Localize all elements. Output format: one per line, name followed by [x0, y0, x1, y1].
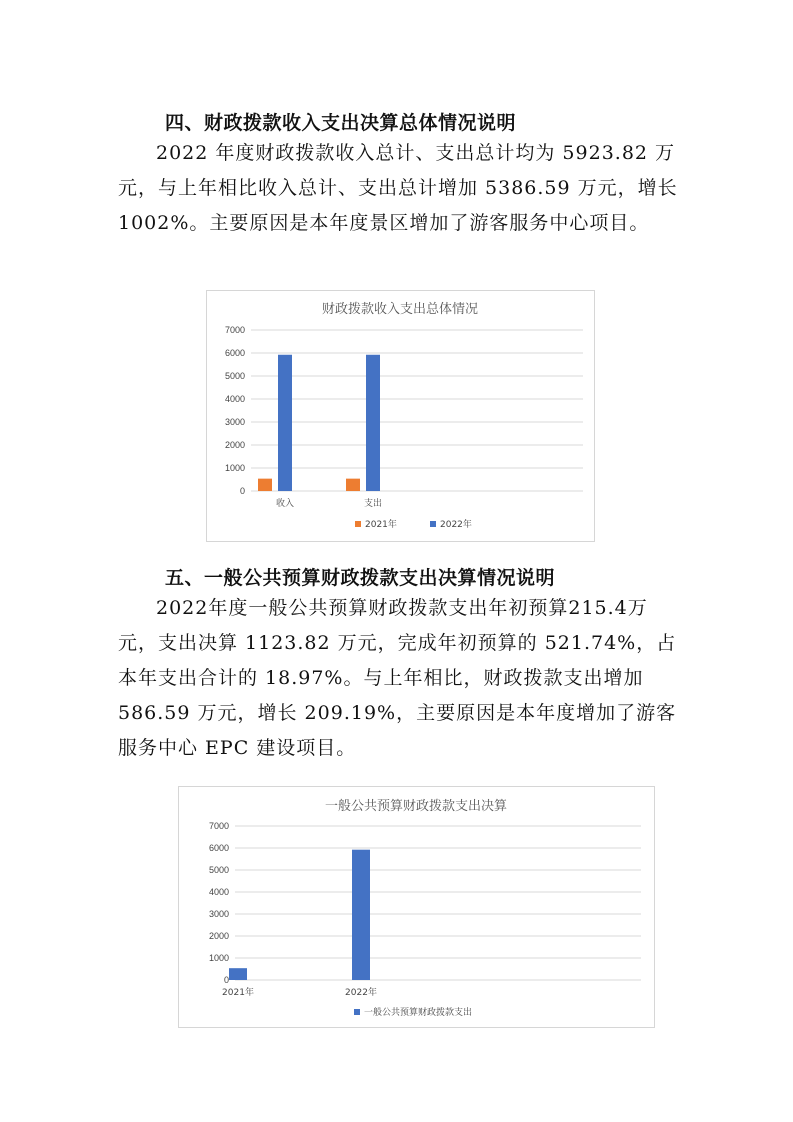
y-tick-label: 0	[223, 975, 229, 985]
y-tick-label: 2000	[224, 440, 245, 450]
y-tick-label: 6000	[224, 348, 245, 358]
y-tick-label: 7000	[224, 325, 245, 335]
chart-svg	[207, 291, 594, 541]
paragraph-text: 2022 年度财政拨款收入总计、支出总计均为 5923.82 万元，与上年相比收入总计、支出总计增加 5386.59 万元，增长 1002%。主要原因是本年度景区增加了游客服务中心项目。	[118, 142, 678, 234]
section-paragraph-4	[118, 136, 678, 241]
legend-swatch	[355, 521, 361, 527]
legend-swatch	[354, 1009, 360, 1015]
bar-2021年-收入	[258, 479, 272, 491]
y-tick-label: 5000	[224, 371, 245, 381]
y-tick-label: 7000	[208, 821, 229, 831]
x-category-label: 收入	[275, 499, 295, 509]
x-category-label: 2022年	[345, 988, 377, 998]
paragraph-text: 2022年度一般公共预算财政拨款支出年初预算215.4万元，支出决算 1123.82 万元，完成年初预算的 521.74%，占本年支出合计的 18.97%。与上年相比，财政拨款支出增加586.59 万元，增长 209.19%，主要原因是本年度增加了游客服务中心 EPC 建设项目。	[118, 597, 677, 759]
y-tick-label: 6000	[208, 843, 229, 853]
y-tick-label: 5000	[208, 865, 229, 875]
y-tick-label: 4000	[208, 887, 229, 897]
chart-income-expenditure	[206, 290, 595, 542]
x-category-label: 2021年	[222, 988, 254, 998]
bar-一般公共预算财政拨款支出-2022年	[352, 850, 370, 980]
section-heading-4: 四、财政拨款收入支出决算总体情况说明	[165, 112, 517, 134]
y-tick-label: 1000	[224, 463, 245, 473]
y-tick-label: 1000	[208, 953, 229, 963]
y-tick-label: 0	[239, 486, 245, 496]
bar-2022年-收入	[278, 355, 292, 491]
x-category-label: 支出	[363, 499, 383, 509]
y-tick-label: 3000	[208, 909, 229, 919]
legend-label: 2022年	[440, 520, 472, 530]
bar-一般公共预算财政拨款支出-2021年	[229, 968, 247, 980]
chart-title: 一般公共预算财政拨款支出决算	[324, 799, 508, 814]
bar-2022年-支出	[366, 355, 380, 491]
bar-2021年-支出	[346, 479, 360, 491]
y-tick-label: 3000	[224, 417, 245, 427]
chart-general-budget	[178, 786, 655, 1028]
legend-label: 2021年	[365, 520, 397, 530]
chart-svg	[179, 787, 654, 1027]
section-paragraph-5	[118, 591, 678, 766]
legend-label: 一般公共预算财政拨款支出	[364, 1008, 473, 1018]
y-tick-label: 4000	[224, 394, 245, 404]
legend-swatch	[430, 521, 436, 527]
chart-title: 财政拨款收入支出总体情况	[321, 302, 479, 317]
section-heading-5: 五、一般公共预算财政拨款支出决算情况说明	[165, 567, 556, 589]
y-tick-label: 2000	[208, 931, 229, 941]
